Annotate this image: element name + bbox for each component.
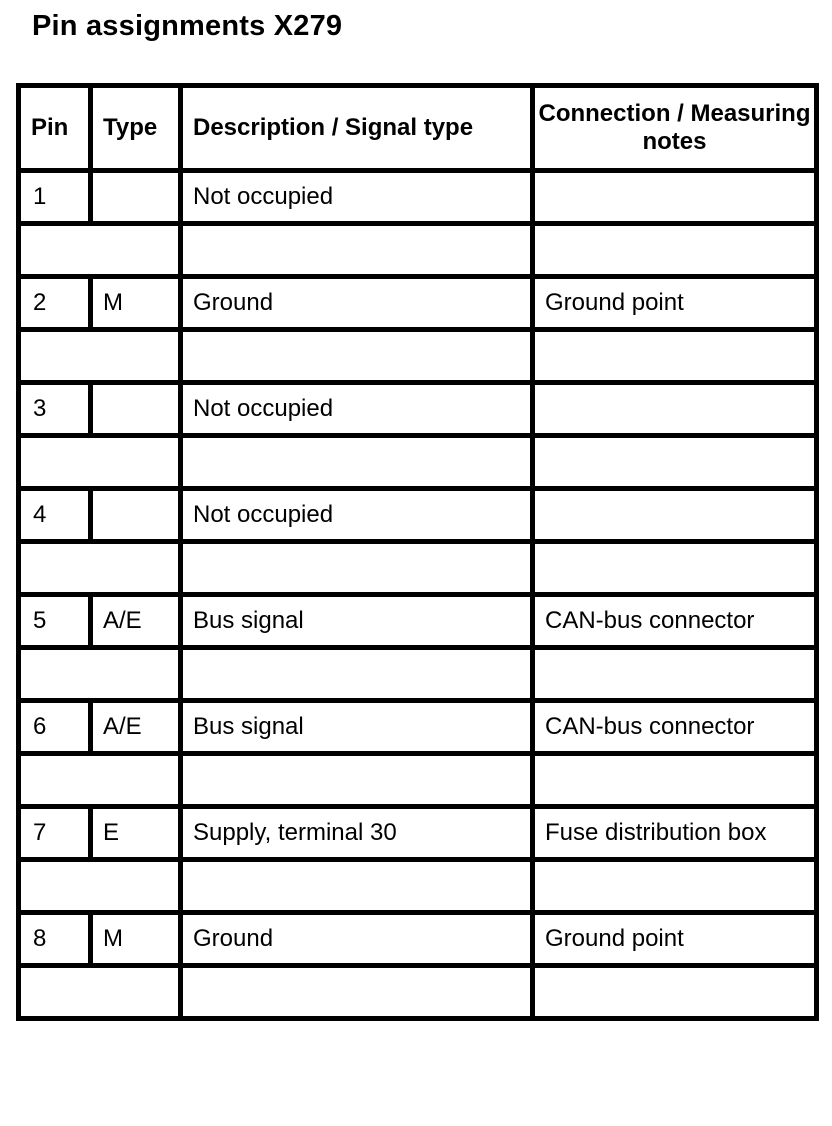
spacer-cell [19,860,181,913]
spacer-cell [533,436,817,489]
spacer-cell [19,330,181,383]
type-cell: E [91,807,181,860]
table-body [19,171,817,1019]
spacer-cell [19,966,181,1019]
spacer-cell [19,436,181,489]
spacer-cell [533,754,817,807]
pin-cell: 5 [19,595,91,648]
spacer-row [19,648,817,701]
spacer-cell [181,224,533,277]
table-row [19,171,817,224]
header-description: Description / Signal type [181,86,533,171]
description-cell: Not occupied [181,383,533,436]
spacer-cell [19,754,181,807]
pin-cell: 4 [19,489,91,542]
connection-notes-cell: Fuse distribution box [533,807,817,860]
table-header-row [19,86,817,171]
type-cell: M [91,913,181,966]
pin-cell: 7 [19,807,91,860]
pin-cell: 1 [19,171,91,224]
connection-notes-cell: Ground point [533,913,817,966]
spacer-cell [533,966,817,1019]
spacer-row [19,966,817,1019]
spacer-row [19,330,817,383]
pin-cell: 8 [19,913,91,966]
table-row [19,383,817,436]
spacer-cell [19,224,181,277]
description-cell: Ground [181,277,533,330]
spacer-cell [533,860,817,913]
table-row [19,807,817,860]
type-cell: A/E [91,701,181,754]
spacer-row [19,224,817,277]
connection-notes-cell: CAN-bus connector [533,701,817,754]
description-cell: Bus signal [181,595,533,648]
header-pin: Pin [19,86,91,171]
pin-cell: 6 [19,701,91,754]
spacer-row [19,860,817,913]
table-row [19,489,817,542]
type-cell: A/E [91,595,181,648]
spacer-row [19,754,817,807]
type-cell [91,171,181,224]
table-row [19,277,817,330]
spacer-cell [181,436,533,489]
connection-notes-cell [533,171,817,224]
type-cell: M [91,277,181,330]
spacer-cell [181,648,533,701]
page-title: Pin assignments X279 [32,10,343,42]
table-row [19,595,817,648]
pin-cell: 2 [19,277,91,330]
spacer-cell [181,542,533,595]
table-row [19,913,817,966]
connection-notes-cell: CAN-bus connector [533,595,817,648]
spacer-cell [533,648,817,701]
spacer-row [19,542,817,595]
header-connection-notes: Connection / Measuring notes [533,86,817,171]
pin-cell: 3 [19,383,91,436]
spacer-cell [181,330,533,383]
description-cell: Ground [181,913,533,966]
connection-notes-cell [533,489,817,542]
spacer-cell [19,542,181,595]
type-cell [91,489,181,542]
pin-assignment-table [16,83,819,1021]
spacer-cell [533,330,817,383]
type-cell [91,383,181,436]
table-row [19,701,817,754]
header-type: Type [91,86,181,171]
spacer-cell [19,648,181,701]
spacer-cell [181,754,533,807]
description-cell: Not occupied [181,171,533,224]
description-cell: Bus signal [181,701,533,754]
description-cell: Not occupied [181,489,533,542]
connection-notes-cell: Ground point [533,277,817,330]
connection-notes-cell [533,383,817,436]
spacer-cell [181,860,533,913]
spacer-cell [533,224,817,277]
spacer-cell [533,542,817,595]
description-cell: Supply, terminal 30 [181,807,533,860]
spacer-cell [181,966,533,1019]
spacer-row [19,436,817,489]
